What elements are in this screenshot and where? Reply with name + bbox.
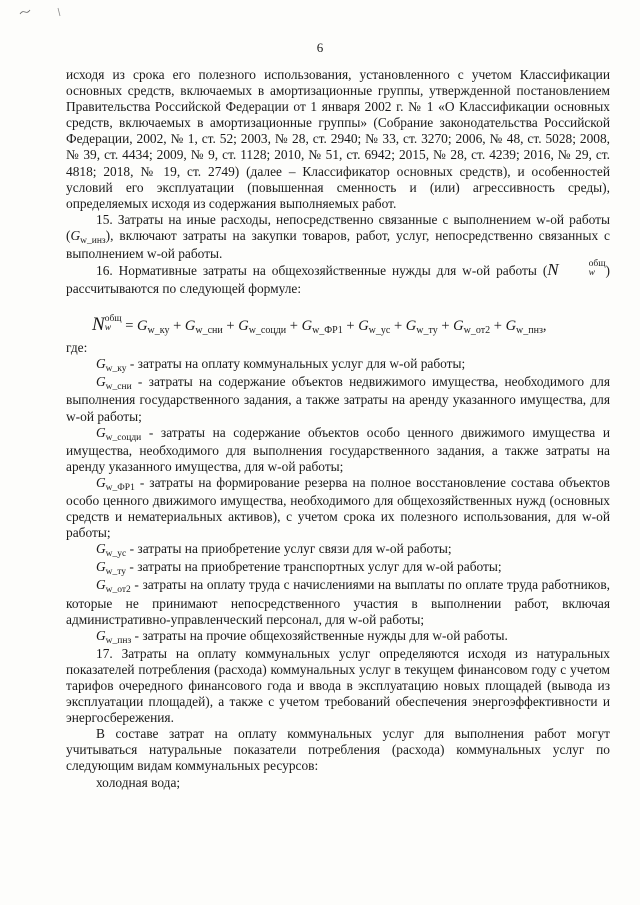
formula-plus: +: [286, 318, 302, 335]
formula-term-subscript: w_ФР1: [312, 325, 343, 337]
definition-item: [66, 425, 610, 475]
paragraph-composition: В составе затрат на оплату коммунальных услуг для выполнения работ могут учитываться натуральные показатели потребления (расхода) коммунальных услуг по следующим видам коммунальных ресурсов:: [66, 726, 610, 774]
n-subscript: w: [588, 268, 595, 279]
definition-subscript: w_от2: [105, 585, 131, 596]
page-number: 6: [316, 40, 324, 55]
definition-symbol: G: [96, 577, 106, 593]
n-symbol: N: [547, 260, 559, 280]
definition-text: - затраты на приобретение транспортных услуг для w-ой работы;: [126, 559, 502, 575]
formula: [92, 315, 610, 338]
paragraph-16: [66, 259, 610, 297]
definition-item: [66, 541, 610, 559]
definition-subscript: w_ку: [105, 364, 127, 375]
formula-term-symbol: G: [184, 318, 196, 335]
definition-subscript: w_ус: [105, 549, 127, 560]
formula-term-symbol: G: [358, 318, 369, 335]
g-symbol: G: [70, 227, 81, 243]
definition-text: - затраты на прочие общехозяйственные нужды для w-ой работы.: [131, 627, 508, 643]
definition-text: - затраты на формирование резерва на полное восстановление состава объектов особо ценного движимого имущества, необходимого для общехозяйственных нужд (основных средств и нематериальных активов), с учетом срока их полезного использования, для w-ой работы;: [66, 474, 610, 541]
formula-plus: +: [437, 318, 454, 335]
formula-term-symbol: G: [405, 318, 417, 335]
definition-item: [66, 475, 610, 541]
formula-term-subscript: w_от2: [463, 325, 491, 337]
para16-open-paren: (: [542, 263, 548, 279]
formula-plus: +: [169, 318, 185, 335]
definition-symbol: G: [96, 424, 106, 440]
g-subscript: w_инз: [80, 235, 106, 246]
list-item-cold-water: холодная вода;: [96, 774, 181, 790]
definition-text: - затраты на содержание объектов недвижимого имущества, необходимого для выполнения государственного задания, а также затраты на аренду указанного имущества, для w-ой работы;: [66, 374, 610, 424]
definition-symbol: G: [96, 374, 106, 390]
definition-item: [66, 356, 610, 374]
definition-subscript: w_сни: [105, 382, 132, 393]
formula-term-symbol: G: [505, 318, 517, 335]
definition-text: - затраты на оплату труда с начислениями на выплаты по оплате труда работников, которые не принимают непосредственного участия в выполнении работ, включая административно-управленческий персонал, для w-ой работы;: [66, 577, 610, 627]
definition-subscript: w_ФР1: [105, 482, 135, 493]
definition-symbol: G: [96, 627, 106, 643]
formula-term-subscript: w_сни: [195, 325, 223, 337]
definition-item: [66, 577, 610, 627]
formula-term-symbol: G: [301, 318, 313, 335]
definition-item: [66, 628, 610, 646]
where-label: где:: [66, 340, 88, 356]
n-sup-sub: [559, 260, 606, 278]
n-superscript: общ: [588, 259, 606, 270]
formula-term-subscript: w_ту: [416, 325, 438, 337]
formula-end: ,: [542, 318, 547, 335]
definition-text: - затраты на приобретение услуг связи для w-ой работы;: [126, 541, 452, 557]
formula-term-subscript: w_соцди: [248, 325, 287, 337]
formula-lhs-sup: общ: [104, 313, 122, 324]
formula-term-subscript: w_ку: [147, 325, 170, 337]
formula-plus: +: [342, 318, 359, 335]
definition-text: - затраты на содержание объектов особо ценного движимого имущества и имущества, необходимого для выполнения государственного задания, а также затраты на аренду указанного имущества, для w-ой работы;: [66, 424, 610, 474]
definition-subscript: w_соцди: [105, 432, 142, 443]
formula-term-subscript: w_пнз: [516, 325, 543, 337]
para15-text-after: ), включают затраты на закупки товаров, работ, услуг, непосредственно связанных с выполнением w-ой работы.: [66, 227, 610, 262]
definition-symbol: G: [96, 559, 106, 575]
definition-text: - затраты на оплату коммунальных услуг для w-ой работы;: [126, 356, 466, 372]
paragraph-15: [66, 212, 610, 262]
para15-text-before: 15. Затраты на иные расходы, непосредственно связанные с выполнением w-ой работы (: [66, 211, 610, 243]
paragraph-intro: исходя из срока его полезного использования, установленного с учетом Классификации основных средств, включаемых в амортизационные группы, утвержденной постановлением Правительства Российской Федерации от 1 января 2002 г. № 1 «О Классификации основных средств, включаемых в амортизационные группы» (Собрание законодательства Российской Федерации, 2002, № 1, ст. 52; 2003, № 28, ст. 2940; № 33, ст. 3270; 2006, № 48, ст. 5028; 2008, № 39, ст. 4434; 2009, № 9, ст. 1128; 2010, № 51, ст. 6942; 2015, № 28, ст. 4239; 2016, № 29, ст. 4818; 2018, № 19, ст. 2749) (далее – Классификатор основных средств), и особенностей условий его эксплуатации (повышенная сменность и (или) агрессивность среды), определяемых исходя из содержания выполняемых работ.: [66, 67, 610, 211]
definition-subscript: w_пнз: [105, 635, 132, 646]
formula-terms: [137, 318, 543, 337]
definition-item: [66, 559, 610, 577]
paragraph-17: 17. Затраты на оплату коммунальных услуг определяются исходя из натуральных показателей потребления (расхода) коммунальных услуг в текущем финансовом году с учетом тарифов очередного финансового года и ввода в эксплуатацию новых площадей (вывода из эксплуатации площадей), а также с учетом требований обеспечения энергоэффективности и энергосбережения.: [66, 645, 610, 726]
definition-subscript: w_ту: [105, 567, 127, 578]
definition-symbol: G: [96, 356, 106, 372]
pen-mark: [18, 4, 78, 18]
formula-equals: =: [125, 318, 134, 335]
formula-plus: +: [222, 318, 239, 335]
definition-symbol: G: [96, 474, 106, 490]
formula-lhs-supsub: [105, 315, 122, 333]
formula-term-symbol: G: [453, 318, 464, 335]
definitions-list: [66, 356, 610, 646]
formula-term-symbol: G: [238, 318, 249, 335]
para16-rest: ) рассчитываются по следующей формуле:: [66, 263, 610, 297]
document-body: [66, 67, 610, 791]
formula-lhs: N: [92, 314, 105, 336]
formula-lhs-sub: w: [104, 322, 112, 333]
formula-term-symbol: G: [137, 318, 148, 335]
definition-item: [66, 374, 610, 424]
formula-plus: +: [390, 318, 406, 335]
formula-plus: +: [490, 318, 506, 335]
formula-term-subscript: w_ус: [368, 325, 391, 337]
para16-line1: 16. Нормативные затраты на общехозяйственные нужды для w-ой работы: [96, 263, 537, 279]
definition-symbol: G: [96, 541, 106, 557]
